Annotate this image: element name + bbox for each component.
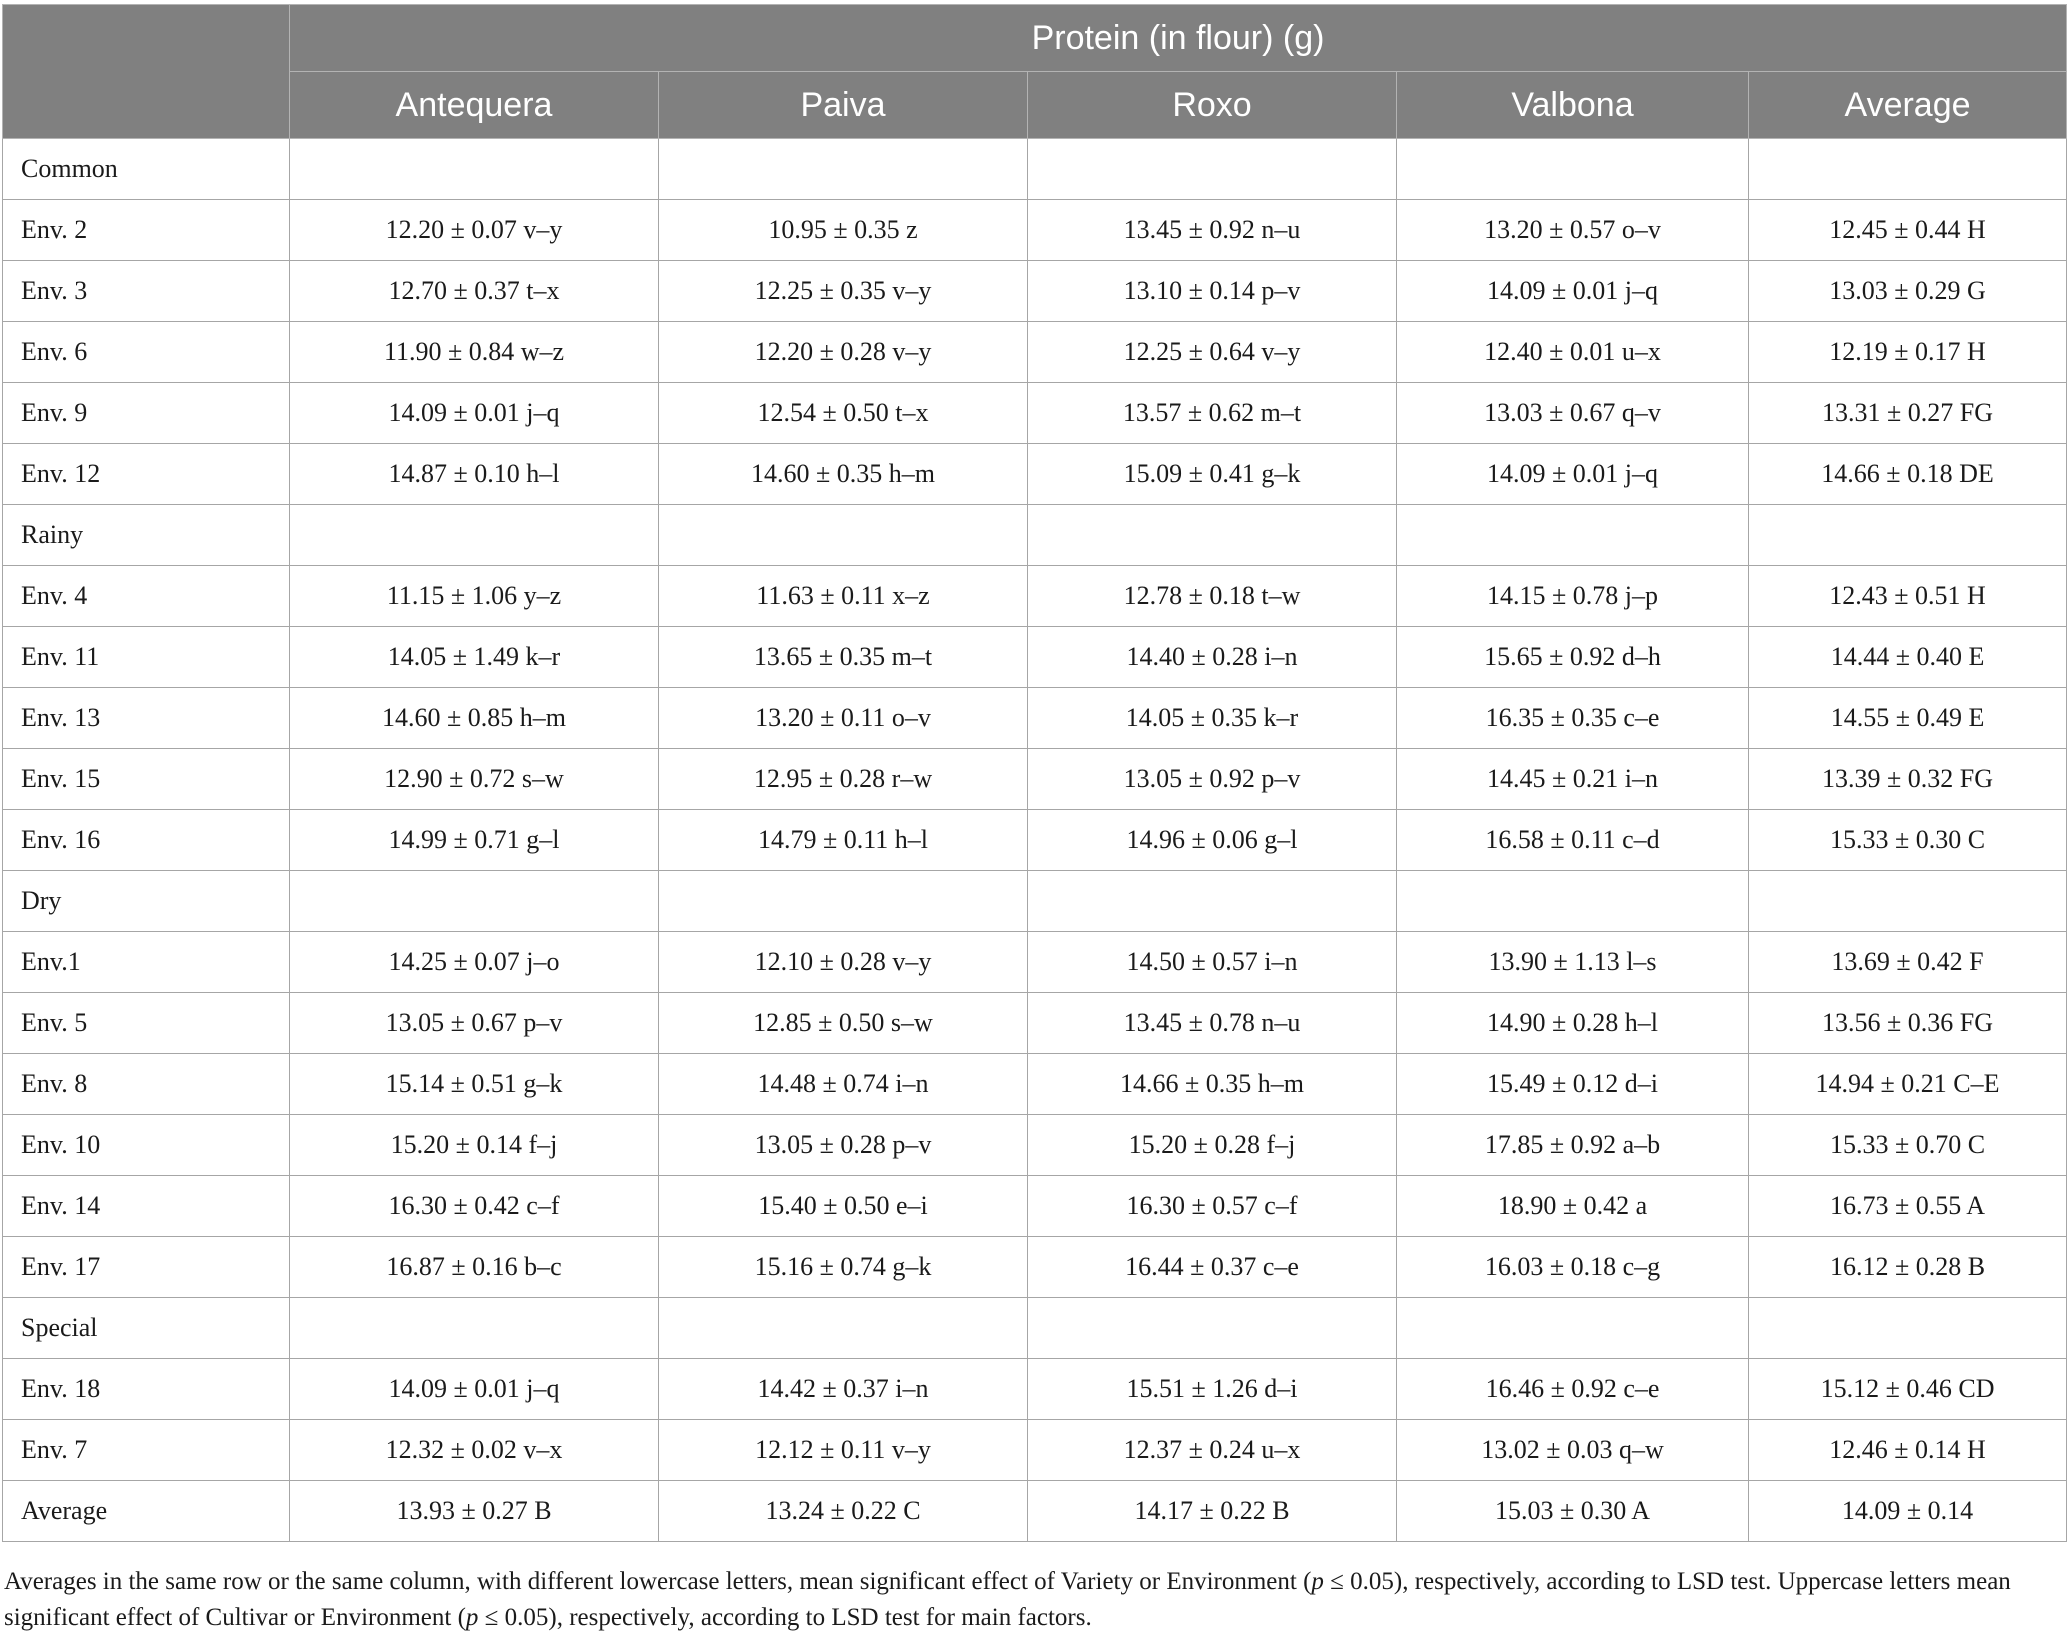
table-cell: 15.09 ± 0.41 g–k [1028, 444, 1397, 505]
empty-cell [1749, 505, 2067, 566]
table-row [3, 261, 2067, 322]
table-cell: 14.45 ± 0.21 i–n [1397, 749, 1749, 810]
row-label: Env. 14 [3, 1176, 290, 1237]
empty-cell [1749, 871, 2067, 932]
table-cell: 15.40 ± 0.50 e–i [659, 1176, 1028, 1237]
table-cell: 11.15 ± 1.06 y–z [290, 566, 659, 627]
empty-cell [1397, 1298, 1749, 1359]
table-cell: 13.90 ± 1.13 l–s [1397, 932, 1749, 993]
footnote-p-symbol-2: p [465, 1604, 479, 1631]
column-header-paiva: Paiva [659, 72, 1028, 139]
table-cell: 13.10 ± 0.14 p–v [1028, 261, 1397, 322]
table-cell: 16.44 ± 0.37 c–e [1028, 1237, 1397, 1298]
table-cell: 17.85 ± 0.92 a–b [1397, 1115, 1749, 1176]
table-row [3, 1481, 2067, 1542]
table-cell: 16.12 ± 0.28 B [1749, 1237, 2067, 1298]
row-label: Env. 11 [3, 627, 290, 688]
table-cell: 13.03 ± 0.67 q–v [1397, 383, 1749, 444]
table-cell: 12.37 ± 0.24 u–x [1028, 1420, 1397, 1481]
table-cell: 14.94 ± 0.21 C–E [1749, 1054, 2067, 1115]
table-cell: 13.65 ± 0.35 m–t [659, 627, 1028, 688]
row-label: Env. 8 [3, 1054, 290, 1115]
table-cell: 14.66 ± 0.18 DE [1749, 444, 2067, 505]
protein-table [2, 4, 2067, 1542]
table-body [3, 139, 2067, 1542]
table-row [3, 749, 2067, 810]
table-cell: 13.45 ± 0.78 n–u [1028, 993, 1397, 1054]
table-cell: 14.79 ± 0.11 h–l [659, 810, 1028, 871]
table-cell: 12.54 ± 0.50 t–x [659, 383, 1028, 444]
table-cell: 14.09 ± 0.01 j–q [1397, 261, 1749, 322]
table-cell: 13.02 ± 0.03 q–w [1397, 1420, 1749, 1481]
empty-cell [659, 505, 1028, 566]
header-row-group [3, 5, 2067, 72]
table-cell: 12.45 ± 0.44 H [1749, 200, 2067, 261]
table-cell: 14.90 ± 0.28 h–l [1397, 993, 1749, 1054]
table-cell: 16.73 ± 0.55 A [1749, 1176, 2067, 1237]
table-cell: 16.03 ± 0.18 c–g [1397, 1237, 1749, 1298]
table-row [3, 1176, 2067, 1237]
column-header-antequera: Antequera [290, 72, 659, 139]
row-label: Env. 7 [3, 1420, 290, 1481]
empty-cell [290, 871, 659, 932]
group-row [3, 1298, 2067, 1359]
table-row [3, 1359, 2067, 1420]
footnote-text-3: ≤ 0.05), respectively, according to LSD test for main factors. [478, 1604, 1092, 1631]
table-row [3, 444, 2067, 505]
column-header-average: Average [1749, 72, 2067, 139]
empty-cell [1749, 1298, 2067, 1359]
empty-cell [290, 505, 659, 566]
row-label: Env. 6 [3, 322, 290, 383]
row-label: Env. 18 [3, 1359, 290, 1420]
empty-cell [1028, 871, 1397, 932]
row-label: Average [3, 1481, 290, 1542]
table-cell: 14.96 ± 0.06 g–l [1028, 810, 1397, 871]
header-group-title: Protein (in flour) (g) [290, 5, 2067, 72]
table-cell: 14.60 ± 0.85 h–m [290, 688, 659, 749]
table-cell: 12.25 ± 0.35 v–y [659, 261, 1028, 322]
table-cell: 14.87 ± 0.10 h–l [290, 444, 659, 505]
row-label: Env.1 [3, 932, 290, 993]
table-cell: 14.99 ± 0.71 g–l [290, 810, 659, 871]
row-label: Env. 10 [3, 1115, 290, 1176]
group-row [3, 871, 2067, 932]
row-label: Env. 4 [3, 566, 290, 627]
table-cell: 15.14 ± 0.51 g–k [290, 1054, 659, 1115]
table-cell: 16.46 ± 0.92 c–e [1397, 1359, 1749, 1420]
empty-cell [659, 871, 1028, 932]
header-corner-cell [3, 5, 290, 139]
empty-cell [1749, 139, 2067, 200]
table-cell: 12.20 ± 0.07 v–y [290, 200, 659, 261]
table-cell: 12.25 ± 0.64 v–y [1028, 322, 1397, 383]
footnote-p-symbol-1: p [1311, 1568, 1324, 1595]
empty-cell [1397, 505, 1749, 566]
row-label: Env. 16 [3, 810, 290, 871]
table-cell: 13.69 ± 0.42 F [1749, 932, 2067, 993]
table-cell: 13.56 ± 0.36 FG [1749, 993, 2067, 1054]
table-cell: 12.20 ± 0.28 v–y [659, 322, 1028, 383]
table-cell: 11.63 ± 0.11 x–z [659, 566, 1028, 627]
footnote-text-1: Averages in the same row or the same column, with different lowercase letters, mean significant effect of Variety or Environment ( [4, 1568, 1312, 1595]
table-cell: 12.32 ± 0.02 v–x [290, 1420, 659, 1481]
group-label: Dry [3, 871, 290, 932]
table-cell: 16.35 ± 0.35 c–e [1397, 688, 1749, 749]
table-cell: 13.20 ± 0.11 o–v [659, 688, 1028, 749]
empty-cell [659, 1298, 1028, 1359]
table-cell: 16.87 ± 0.16 b–c [290, 1237, 659, 1298]
row-label: Env. 15 [3, 749, 290, 810]
table-row [3, 810, 2067, 871]
table-cell: 15.49 ± 0.12 d–i [1397, 1054, 1749, 1115]
table-cell: 13.24 ± 0.22 C [659, 1481, 1028, 1542]
group-row [3, 139, 2067, 200]
table-cell: 13.93 ± 0.27 B [290, 1481, 659, 1542]
table-cell: 12.70 ± 0.37 t–x [290, 261, 659, 322]
table-cell: 12.43 ± 0.51 H [1749, 566, 2067, 627]
table-row [3, 932, 2067, 993]
table-row [3, 1115, 2067, 1176]
table-row [3, 200, 2067, 261]
table-cell: 16.30 ± 0.42 c–f [290, 1176, 659, 1237]
empty-cell [290, 139, 659, 200]
table-cell: 12.78 ± 0.18 t–w [1028, 566, 1397, 627]
row-label: Env. 2 [3, 200, 290, 261]
group-label: Common [3, 139, 290, 200]
table-cell: 15.12 ± 0.46 CD [1749, 1359, 2067, 1420]
table-row [3, 1420, 2067, 1481]
table-cell: 14.09 ± 0.01 j–q [290, 1359, 659, 1420]
table-cell: 11.90 ± 0.84 w–z [290, 322, 659, 383]
table-row [3, 1237, 2067, 1298]
table-cell: 14.48 ± 0.74 i–n [659, 1054, 1028, 1115]
table-cell: 13.05 ± 0.28 p–v [659, 1115, 1028, 1176]
table-cell: 12.46 ± 0.14 H [1749, 1420, 2067, 1481]
table-cell: 12.12 ± 0.11 v–y [659, 1420, 1028, 1481]
table-cell: 13.57 ± 0.62 m–t [1028, 383, 1397, 444]
table-cell: 14.25 ± 0.07 j–o [290, 932, 659, 993]
row-label: Env. 5 [3, 993, 290, 1054]
table-footnote [4, 1564, 2054, 1636]
table-cell: 14.15 ± 0.78 j–p [1397, 566, 1749, 627]
table-cell: 15.20 ± 0.14 f–j [290, 1115, 659, 1176]
table-cell: 14.05 ± 0.35 k–r [1028, 688, 1397, 749]
table-cell: 12.85 ± 0.50 s–w [659, 993, 1028, 1054]
table-cell: 15.16 ± 0.74 g–k [659, 1237, 1028, 1298]
empty-cell [1028, 139, 1397, 200]
empty-cell [1028, 1298, 1397, 1359]
table-cell: 10.95 ± 0.35 z [659, 200, 1028, 261]
table-row [3, 322, 2067, 383]
table-row [3, 627, 2067, 688]
table-cell: 12.19 ± 0.17 H [1749, 322, 2067, 383]
table-cell: 12.95 ± 0.28 r–w [659, 749, 1028, 810]
table-cell: 13.20 ± 0.57 o–v [1397, 200, 1749, 261]
table-cell: 14.44 ± 0.40 E [1749, 627, 2067, 688]
table-cell: 14.42 ± 0.37 i–n [659, 1359, 1028, 1420]
table-row [3, 566, 2067, 627]
table-cell: 12.10 ± 0.28 v–y [659, 932, 1028, 993]
row-label: Env. 9 [3, 383, 290, 444]
table-cell: 13.31 ± 0.27 FG [1749, 383, 2067, 444]
header-row-columns [3, 72, 2067, 139]
group-label: Special [3, 1298, 290, 1359]
table-cell: 13.05 ± 0.67 p–v [290, 993, 659, 1054]
table-cell: 14.66 ± 0.35 h–m [1028, 1054, 1397, 1115]
row-label: Env. 17 [3, 1237, 290, 1298]
table-cell: 14.55 ± 0.49 E [1749, 688, 2067, 749]
table-cell: 14.60 ± 0.35 h–m [659, 444, 1028, 505]
table-cell: 13.03 ± 0.29 G [1749, 261, 2067, 322]
row-label: Env. 12 [3, 444, 290, 505]
table-cell: 18.90 ± 0.42 a [1397, 1176, 1749, 1237]
table-cell: 14.50 ± 0.57 i–n [1028, 932, 1397, 993]
row-label: Env. 13 [3, 688, 290, 749]
table-cell: 14.09 ± 0.14 [1749, 1481, 2067, 1542]
table-cell: 12.40 ± 0.01 u–x [1397, 322, 1749, 383]
table-row [3, 383, 2067, 444]
table-cell: 15.65 ± 0.92 d–h [1397, 627, 1749, 688]
table-row [3, 1054, 2067, 1115]
table-cell: 14.09 ± 0.01 j–q [290, 383, 659, 444]
group-label: Rainy [3, 505, 290, 566]
table-cell: 13.45 ± 0.92 n–u [1028, 200, 1397, 261]
table-cell: 13.05 ± 0.92 p–v [1028, 749, 1397, 810]
table-cell: 15.33 ± 0.70 C [1749, 1115, 2067, 1176]
table-cell: 14.40 ± 0.28 i–n [1028, 627, 1397, 688]
table-cell: 16.58 ± 0.11 c–d [1397, 810, 1749, 871]
column-header-roxo: Roxo [1028, 72, 1397, 139]
table-row [3, 688, 2067, 749]
empty-cell [1028, 505, 1397, 566]
group-row [3, 505, 2067, 566]
table-cell: 15.51 ± 1.26 d–i [1028, 1359, 1397, 1420]
empty-cell [290, 1298, 659, 1359]
footnote-text-2: ≤ 0.05), respectively, according to LSD test. Uppercase letters mean significant effect of Cultivar or Environment ( [4, 1568, 2011, 1631]
empty-cell [1397, 871, 1749, 932]
table-cell: 16.30 ± 0.57 c–f [1028, 1176, 1397, 1237]
table-cell: 15.20 ± 0.28 f–j [1028, 1115, 1397, 1176]
empty-cell [1397, 139, 1749, 200]
table-cell: 15.33 ± 0.30 C [1749, 810, 2067, 871]
table-cell: 14.05 ± 1.49 k–r [290, 627, 659, 688]
table-cell: 14.09 ± 0.01 j–q [1397, 444, 1749, 505]
table-cell: 13.39 ± 0.32 FG [1749, 749, 2067, 810]
empty-cell [659, 139, 1028, 200]
column-header-valbona: Valbona [1397, 72, 1749, 139]
table-cell: 14.17 ± 0.22 B [1028, 1481, 1397, 1542]
table-row [3, 993, 2067, 1054]
table-cell: 15.03 ± 0.30 A [1397, 1481, 1749, 1542]
table-header [3, 5, 2067, 139]
table-cell: 12.90 ± 0.72 s–w [290, 749, 659, 810]
row-label: Env. 3 [3, 261, 290, 322]
